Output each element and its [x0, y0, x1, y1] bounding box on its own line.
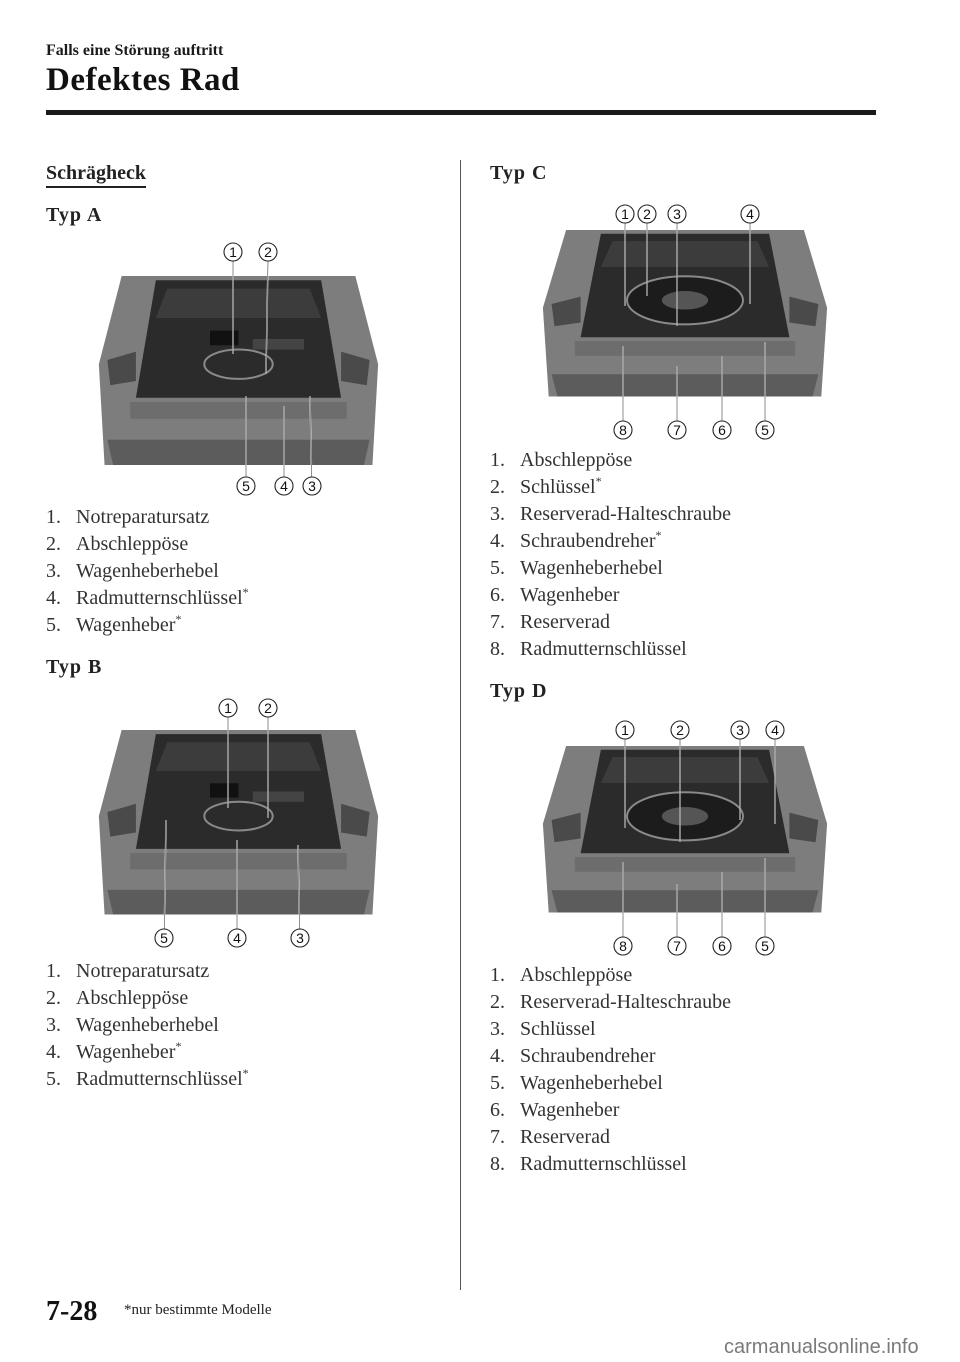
column-divider: [460, 160, 461, 1290]
callout-number: 2: [264, 244, 272, 260]
legend-item-number: 2.: [46, 533, 61, 555]
legend-item: [490, 1070, 731, 1097]
callout-number: 3: [673, 206, 681, 222]
footnote-marker: *: [595, 474, 602, 488]
legend-item-number: 4.: [46, 1041, 61, 1063]
legend-item-number: 8.: [490, 1153, 505, 1175]
legend-item-number: 8.: [490, 638, 505, 660]
callout-number: 6: [718, 938, 726, 954]
callout-number: 6: [718, 422, 726, 438]
legend-item-number: 7.: [490, 611, 505, 633]
title-divider: [46, 110, 876, 115]
legend-item: [490, 501, 731, 528]
legend-item: [490, 609, 731, 636]
legend-item-number: 3.: [490, 503, 505, 525]
legend-item-number: 7.: [490, 1126, 505, 1148]
bumper-lower: [552, 890, 819, 912]
trunk-back-panel: [601, 757, 769, 783]
trunk-figure-type-a: [96, 236, 381, 501]
legend-item: [490, 1124, 731, 1151]
legend-item: [46, 1066, 249, 1093]
legend-item: [490, 1097, 731, 1124]
legend-item-label: Schraubendreher: [520, 1045, 656, 1067]
callout-number: 5: [761, 938, 769, 954]
legend-item-label: Schlüssel: [520, 476, 596, 498]
callout-number: 4: [233, 930, 241, 946]
legend-item-number: 3.: [46, 1014, 61, 1036]
legend-item-number: 2.: [490, 476, 505, 498]
legend-item: [46, 1039, 249, 1066]
legend-item-number: 4.: [46, 587, 61, 609]
legend-item-label: Radmutternschlüssel: [76, 587, 243, 609]
legend-item-label: Radmutternschlüssel: [520, 1153, 687, 1175]
callout-number: 4: [280, 478, 288, 494]
page-title: Defektes Rad: [46, 62, 240, 98]
trunk-back-panel: [601, 241, 769, 267]
legend-item: [46, 985, 249, 1012]
tool-tray: [253, 792, 304, 802]
callout-number: 1: [621, 722, 629, 738]
legend-item-label: Radmutternschlüssel: [76, 1068, 243, 1090]
footnote-marker: *: [242, 585, 249, 599]
footnote-marker: *: [242, 1066, 249, 1080]
legend-item-label: Wagenheber: [76, 614, 176, 636]
legend-item-label: Wagenheber: [76, 1041, 176, 1063]
legend-item: [46, 585, 249, 612]
legend-item-label: Reserverad: [520, 611, 610, 633]
repair-kit-box: [210, 331, 239, 346]
legend-item: [490, 1151, 731, 1178]
legend-item-label: Wagenheber: [520, 1099, 620, 1121]
legend-item-label: Notreparatursatz: [76, 506, 210, 528]
callout-number: 4: [746, 206, 754, 222]
callout-number: 5: [242, 478, 250, 494]
legend-item-label: Reserverad-Halteschraube: [520, 503, 731, 525]
legend-item-label: Schlüssel: [520, 1018, 596, 1040]
legend-type-d: [490, 962, 731, 1178]
legend-item: [490, 636, 731, 663]
legend-item-label: Reserverad: [520, 1126, 610, 1148]
watermark: carmanualsonline.info: [724, 1336, 919, 1358]
legend-item: [46, 612, 249, 639]
legend-item-number: 5.: [46, 614, 61, 636]
callout-number: 3: [296, 930, 304, 946]
car-rear-view: [543, 230, 827, 397]
legend-item-label: Schraubendreher: [520, 530, 656, 552]
legend-item-number: 3.: [490, 1018, 505, 1040]
callout-number: 1: [229, 244, 237, 260]
footnote-marker: *: [175, 612, 182, 626]
bumper-lower: [107, 890, 369, 915]
legend-item-number: 2.: [490, 991, 505, 1013]
breadcrumb: Falls eine Störung auftritt: [46, 42, 224, 59]
legend-item-number: 6.: [490, 1099, 505, 1121]
callout-number: 2: [264, 700, 272, 716]
legend-item-number: 5.: [46, 1068, 61, 1090]
callout-number: 4: [771, 722, 779, 738]
callout-number: 2: [676, 722, 684, 738]
car-rear-view: [99, 276, 378, 465]
bumper-top: [130, 402, 347, 419]
legend-item-label: Wagenheber: [520, 584, 620, 606]
footnote-marker: *: [655, 528, 662, 542]
legend-item-number: 6.: [490, 584, 505, 606]
legend-item: [490, 555, 731, 582]
callout-number: 3: [736, 722, 744, 738]
callout-number: 1: [621, 206, 629, 222]
legend-type-a: [46, 504, 249, 639]
legend-item-number: 1.: [490, 449, 505, 471]
legend-item-number: 1.: [46, 506, 61, 528]
trunk-figure-type-d: [540, 712, 830, 962]
legend-item-number: 4.: [490, 1045, 505, 1067]
section-heading: Schrägheck: [46, 162, 146, 188]
legend-item-label: Wagenheberhebel: [520, 1072, 663, 1094]
legend-item: [490, 962, 731, 989]
callout-number: 3: [308, 478, 316, 494]
trunk-figure-type-c: [540, 196, 830, 446]
legend-item: [490, 474, 731, 501]
bumper-lower: [552, 374, 819, 396]
page-number: 7-28: [46, 1296, 98, 1327]
legend-item-label: Abschleppöse: [520, 964, 633, 986]
repair-kit-box: [210, 783, 239, 797]
legend-item-number: 1.: [46, 960, 61, 982]
legend-type-b: [46, 958, 249, 1093]
callout-number: 8: [619, 422, 627, 438]
legend-item-label: Wagenheberhebel: [76, 560, 219, 582]
spare-rim: [662, 291, 708, 310]
legend-item-number: 3.: [46, 560, 61, 582]
legend-item: [490, 447, 731, 474]
callout-number: 2: [643, 206, 651, 222]
bumper-top: [130, 853, 347, 869]
legend-item: [490, 1016, 731, 1043]
type-a-heading: Typ A: [46, 204, 103, 226]
legend-item-number: 5.: [490, 557, 505, 579]
legend-item-label: Radmutternschlüssel: [520, 638, 687, 660]
trunk-back-panel: [156, 742, 321, 771]
callout-number: 7: [673, 422, 681, 438]
callout-number: 1: [224, 700, 232, 716]
legend-item-label: Reserverad-Halteschraube: [520, 991, 731, 1013]
legend-type-c: [490, 447, 731, 663]
legend-item-number: 5.: [490, 1072, 505, 1094]
legend-item-number: 1.: [490, 964, 505, 986]
car-rear-view: [99, 730, 378, 915]
callout-number: 7: [673, 938, 681, 954]
legend-item: [46, 558, 249, 585]
bumper-top: [575, 341, 795, 356]
trunk-figure-type-b: [96, 690, 381, 955]
legend-item: [46, 1012, 249, 1039]
legend-item: [490, 989, 731, 1016]
footnote: *nur bestimmte Modelle: [124, 1302, 272, 1318]
legend-item-number: 2.: [46, 987, 61, 1009]
type-d-heading: Typ D: [490, 680, 548, 702]
legend-item-label: Abschleppöse: [76, 533, 189, 555]
bumper-top: [575, 857, 795, 872]
legend-item: [490, 528, 731, 555]
car-rear-view: [543, 746, 827, 913]
trunk-back-panel: [156, 289, 321, 318]
legend-item: [46, 531, 249, 558]
legend-item: [490, 582, 731, 609]
legend-item-number: 4.: [490, 530, 505, 552]
bumper-lower: [107, 440, 369, 465]
legend-item-label: Abschleppöse: [76, 987, 189, 1009]
footnote-marker: *: [175, 1039, 182, 1053]
tool-tray: [253, 339, 304, 350]
legend-item: [46, 504, 249, 531]
spare-rim: [662, 807, 708, 826]
legend-item-label: Wagenheberhebel: [520, 557, 663, 579]
legend-item-label: Notreparatursatz: [76, 960, 210, 982]
legend-item-label: Wagenheberhebel: [76, 1014, 219, 1036]
legend-item: [490, 1043, 731, 1070]
callout-number: 8: [619, 938, 627, 954]
type-c-heading: Typ C: [490, 162, 548, 184]
legend-item-label: Abschleppöse: [520, 449, 633, 471]
callout-number: 5: [761, 422, 769, 438]
legend-item: [46, 958, 249, 985]
callout-number: 5: [160, 930, 168, 946]
type-b-heading: Typ B: [46, 656, 103, 678]
